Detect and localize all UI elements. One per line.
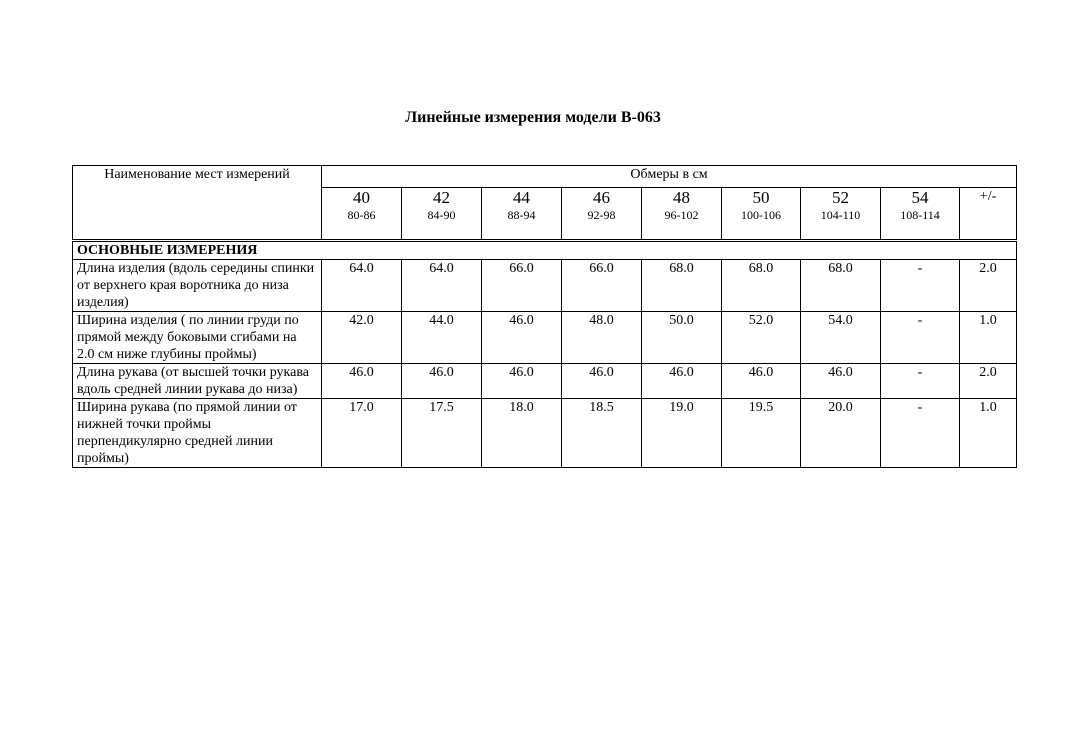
measurement-value: 64.0 — [322, 260, 402, 312]
tolerance-value: 2.0 — [960, 260, 1017, 312]
measurement-value: 68.0 — [801, 260, 881, 312]
size-number: 42 — [402, 188, 482, 209]
measurements-table — [72, 165, 1017, 468]
name-column-header: Наименование мест измерений — [73, 166, 322, 241]
measurement-value: 44.0 — [402, 312, 482, 364]
size-range: 88-94 — [482, 208, 562, 241]
page-title: Линейные измерения модели В-063 — [405, 109, 661, 126]
measurement-value: - — [881, 312, 960, 364]
section-label: ОСНОВНЫЕ ИЗМЕРЕНИЯ — [73, 241, 1017, 260]
measurement-value: 46.0 — [482, 364, 562, 399]
size-number: 44 — [482, 188, 562, 209]
measurement-value: 19.5 — [722, 399, 801, 468]
measurement-value: 48.0 — [562, 312, 642, 364]
measurement-value: - — [881, 399, 960, 468]
size-range: 92-98 — [562, 208, 642, 241]
size-number: 40 — [322, 188, 402, 209]
measurement-value: 19.0 — [642, 399, 722, 468]
measurement-value: 46.0 — [642, 364, 722, 399]
header-row — [73, 166, 1017, 188]
measurement-value: 20.0 — [801, 399, 881, 468]
measurement-value: 46.0 — [482, 312, 562, 364]
measurement-value: 46.0 — [801, 364, 881, 399]
size-range: 84-90 — [402, 208, 482, 241]
size-range: 108-114 — [881, 208, 960, 241]
measurement-value: 66.0 — [482, 260, 562, 312]
table-row — [73, 312, 1017, 364]
size-range: 96-102 — [642, 208, 722, 241]
size-range: 100-106 — [722, 208, 801, 241]
measurement-value: 68.0 — [722, 260, 801, 312]
size-range: 104-110 — [801, 208, 881, 241]
measurements-header: Обмеры в см — [322, 166, 1017, 188]
row-label: Ширина рукава (по прямой линии от нижней точки проймы перпендикулярно средней линии проймы) — [73, 399, 322, 468]
size-number: 50 — [722, 188, 801, 209]
measurement-value: 50.0 — [642, 312, 722, 364]
tolerance-value: 1.0 — [960, 312, 1017, 364]
measurement-value: 46.0 — [722, 364, 801, 399]
tolerance-value: 2.0 — [960, 364, 1017, 399]
size-number: 46 — [562, 188, 642, 209]
row-label: Длина рукава (от высшей точки рукава вдоль средней линии рукава до низа) — [73, 364, 322, 399]
measurement-value: 64.0 — [402, 260, 482, 312]
measurement-value: 66.0 — [562, 260, 642, 312]
row-label: Длина изделия (вдоль середины спинки от верхнего края воротника до низа изделия) — [73, 260, 322, 312]
size-number: 54 — [881, 188, 960, 209]
measurement-value: 46.0 — [562, 364, 642, 399]
measurement-value: 46.0 — [402, 364, 482, 399]
size-number: 52 — [801, 188, 881, 209]
measurement-value: - — [881, 364, 960, 399]
measurement-value: 46.0 — [322, 364, 402, 399]
measurement-value: 17.0 — [322, 399, 402, 468]
size-range: 80-86 — [322, 208, 402, 241]
measurement-value: 54.0 — [801, 312, 881, 364]
measurement-value: - — [881, 260, 960, 312]
measurement-value: 18.5 — [562, 399, 642, 468]
tolerance-header: +/- — [960, 188, 1017, 241]
table-row — [73, 364, 1017, 399]
row-label: Ширина изделия ( по линии груди по прямой между боковыми сгибами на 2.0 см ниже глубины проймы) — [73, 312, 322, 364]
section-row — [73, 241, 1017, 260]
table-row — [73, 260, 1017, 312]
measurement-value: 68.0 — [642, 260, 722, 312]
measurement-value: 52.0 — [722, 312, 801, 364]
measurement-value: 17.5 — [402, 399, 482, 468]
tolerance-value: 1.0 — [960, 399, 1017, 468]
measurement-value: 42.0 — [322, 312, 402, 364]
measurement-value: 18.0 — [482, 399, 562, 468]
table-row — [73, 399, 1017, 468]
size-number: 48 — [642, 188, 722, 209]
